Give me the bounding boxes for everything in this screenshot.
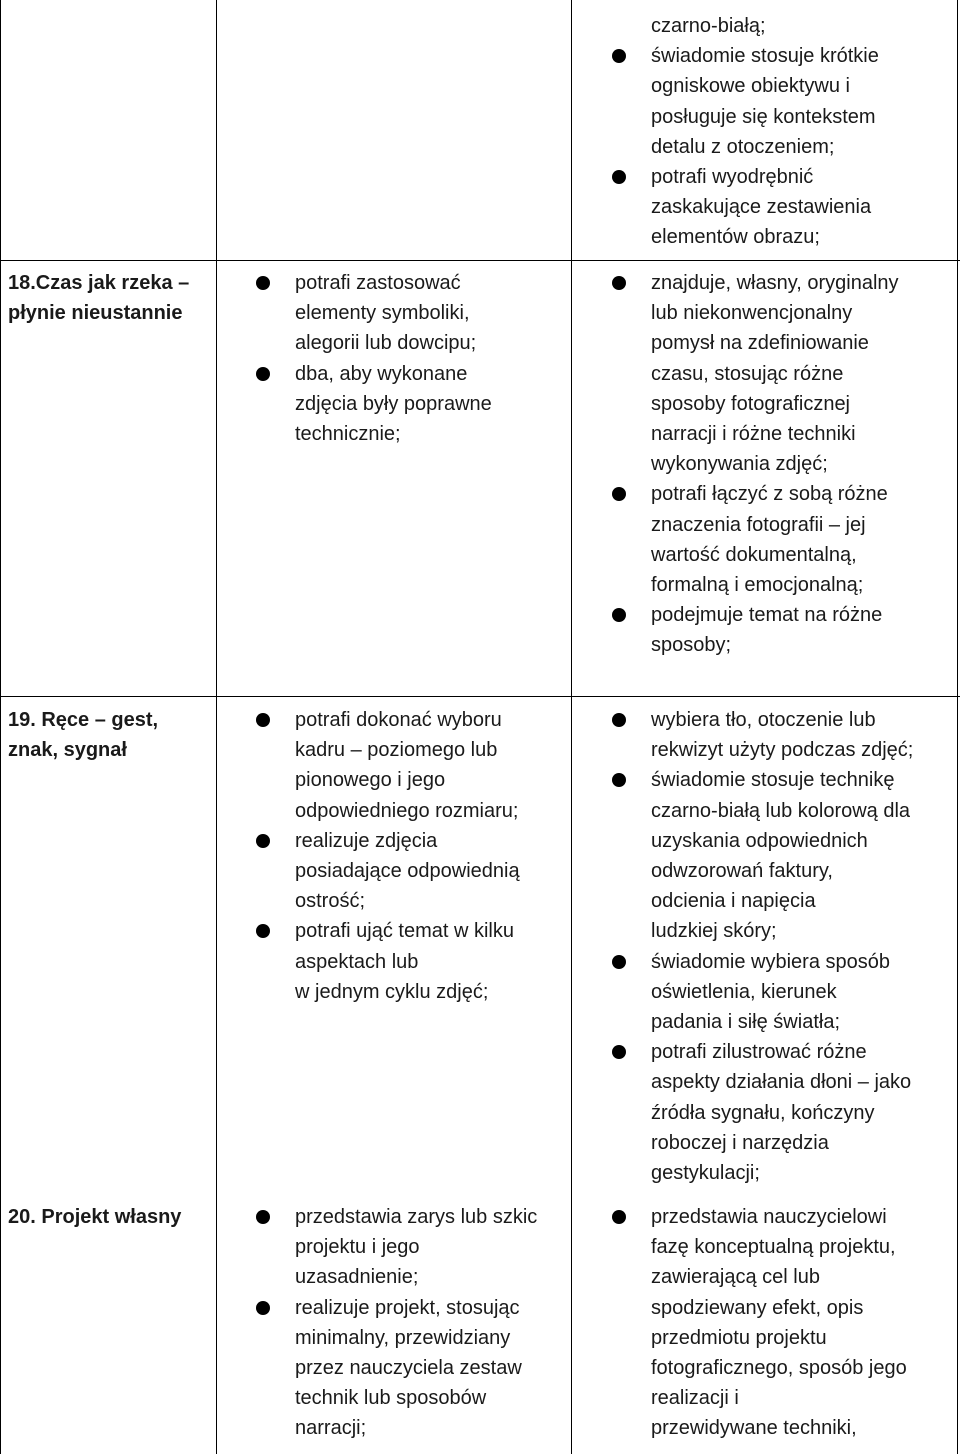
- item-text-line: czarno-białą lub kolorową dla: [651, 799, 911, 822]
- table-border-left: [0, 0, 1, 1454]
- item-text-line: padania i siłę światła;: [651, 1011, 840, 1034]
- item-text-line: minimalny, przewidziany: [295, 1326, 511, 1349]
- item-text-line: potrafi zilustrować różne: [651, 1041, 867, 1064]
- list-item: [651, 600, 899, 660]
- item-text-line: odcienia i napięcia: [651, 890, 816, 913]
- row-divider-19: [0, 696, 960, 697]
- item-text-line: sposoby fotograficznej: [651, 392, 851, 415]
- row-18-basic-cell: [295, 268, 492, 449]
- item-text-line: fotograficznego, sposób jego: [651, 1357, 907, 1380]
- item-text-line: wykonywania zdjęć;: [651, 453, 828, 476]
- item-text-line: zawierającą cel lub: [651, 1266, 820, 1289]
- item-text-line: świadomie stosuje technikę: [651, 769, 895, 792]
- row-20-extended-list: [651, 1202, 907, 1444]
- item-text-line: ostrość;: [295, 890, 366, 913]
- item-text-line: aspektach lub: [295, 950, 419, 973]
- list-item: [651, 41, 879, 162]
- bullet-icon: [612, 1210, 626, 1224]
- list-item: [651, 705, 913, 765]
- list-item: [651, 947, 913, 1038]
- row-title-line: 18.Czas jak rzeka –: [8, 272, 190, 294]
- item-text-line: roboczej i narzędzia: [651, 1131, 829, 1154]
- item-text-line: znaczenia fotografii – jej: [651, 513, 866, 536]
- item-text-line: spodziewany efekt, opis: [651, 1296, 864, 1319]
- item-text-line: elementy symboliki,: [295, 302, 470, 325]
- item-text-line: źródła sygnału, kończyny: [651, 1101, 875, 1124]
- continuation-extended-cell: [651, 11, 879, 253]
- row-20-extended-cell: [651, 1202, 907, 1444]
- item-text-line: lub niekonwencjonalny: [651, 302, 853, 325]
- item-text-line: wartość dokumentalną,: [651, 543, 857, 566]
- item-text-line: świadomie stosuje krótkie: [651, 45, 879, 68]
- item-text-line: ogniskowe obiektywu i: [651, 75, 850, 98]
- list-item: [651, 162, 879, 253]
- list-item: [651, 1037, 913, 1188]
- bullet-icon: [612, 487, 626, 501]
- row-title-18: [8, 268, 206, 328]
- list-item: [295, 1293, 537, 1444]
- bullet-icon: [612, 608, 626, 622]
- bullet-icon: [612, 170, 626, 184]
- item-text-line: gestykulacji;: [651, 1162, 760, 1185]
- row-19-extended-list: [651, 705, 913, 1188]
- item-text-line: pionowego i jego: [295, 769, 446, 792]
- item-text-line: odwzorowań faktury,: [651, 860, 833, 883]
- bullet-icon: [256, 1301, 270, 1315]
- bullet-icon: [256, 367, 270, 381]
- item-text-line: rekwizyt użyty podczas zdjęć;: [651, 739, 914, 762]
- item-text-line: alegorii lub dowcipu;: [295, 332, 477, 355]
- table-divider-col2: [571, 0, 572, 1454]
- row-title-line: znak, sygnał: [8, 739, 127, 762]
- item-text-line: zaskakujące zestawienia: [651, 196, 872, 219]
- item-text-line: posługuje się kontekstem: [651, 105, 876, 128]
- list-item: [295, 705, 520, 826]
- item-text-line: narracji i różne techniki: [651, 423, 856, 446]
- item-text-line: czasu, stosując różne: [651, 362, 844, 385]
- list-item: [651, 479, 899, 600]
- bullet-icon: [612, 773, 626, 787]
- row-title-line: 19. Ręce – gest,: [8, 709, 159, 731]
- bullet-icon: [612, 955, 626, 969]
- bullet-icon: [256, 276, 270, 290]
- row-19-extended-cell: [651, 705, 913, 1188]
- list-item: [651, 1202, 907, 1444]
- list-item: [295, 268, 492, 359]
- item-text-line: realizacji i: [651, 1387, 739, 1410]
- item-text-line: przedstawia zarys lub szkic: [295, 1206, 538, 1228]
- item-text-line: pomysł na zdefiniowanie: [651, 332, 869, 355]
- item-text-line: odpowiedniego rozmiaru;: [295, 799, 519, 822]
- list-item: [295, 916, 520, 1007]
- item-text-line: przedmiotu projektu: [651, 1326, 827, 1349]
- item-text-line: świadomie wybiera sposób: [651, 950, 891, 973]
- list-item: [295, 1202, 537, 1293]
- row-divider-18: [0, 260, 960, 261]
- item-text-line: ludzkiej skóry;: [651, 920, 777, 943]
- row-20-basic-list: [295, 1202, 537, 1444]
- item-text-line: wybiera tło, otoczenie lub: [651, 709, 876, 731]
- row-title-line: 20. Projekt własny: [8, 1206, 182, 1228]
- row-title-19: [8, 705, 206, 765]
- item-text-line: realizuje zdjęcia: [295, 829, 438, 852]
- item-text-line: uzyskania odpowiednich: [651, 829, 868, 852]
- item-text-line: potrafi ująć temat w kilku: [295, 920, 514, 943]
- bullet-icon: [612, 713, 626, 727]
- table-divider-col1: [216, 0, 217, 1454]
- item-text-line: potrafi dokonać wyboru: [295, 709, 502, 731]
- item-text-line: technicznie;: [295, 423, 401, 446]
- item-text-line: fazę konceptualną projektu,: [651, 1236, 896, 1259]
- list-item: [295, 826, 520, 917]
- item-text-line: oświetlenia, kierunek: [651, 980, 837, 1003]
- row-title-line: płynie nieustannie: [8, 302, 183, 325]
- row-18-basic-list: [295, 268, 492, 449]
- item-text-line: zdjęcia były poprawne: [295, 392, 492, 415]
- bullet-icon: [256, 924, 270, 938]
- item-text-line: podejmuje temat na różne: [651, 604, 883, 627]
- continuation-extended-list: [651, 11, 879, 253]
- list-item: [651, 268, 899, 479]
- item-text-line: posiadające odpowiednią: [295, 860, 520, 883]
- item-text-line: detalu z otoczeniem;: [651, 135, 835, 158]
- item-text-line: potrafi łączyć z sobą różne: [651, 483, 888, 506]
- row-19-basic-cell: [295, 705, 520, 1007]
- item-text-line: aspekty działania dłoni – jako: [651, 1071, 912, 1094]
- row-20-basic-cell: [295, 1202, 537, 1444]
- list-item: [651, 765, 913, 946]
- bullet-icon: [612, 276, 626, 290]
- item-text-line: przewidywane techniki,: [651, 1417, 857, 1440]
- item-text-line: sposoby;: [651, 634, 732, 657]
- item-text-line: kadru – poziomego lub: [295, 739, 498, 762]
- item-text-line: znajduje, własny, oryginalny: [651, 272, 899, 294]
- item-text-line: realizuje projekt, stosując: [295, 1296, 520, 1319]
- item-text-line: technik lub sposobów: [295, 1387, 487, 1410]
- item-text-line: potrafi wyodrębnić: [651, 166, 814, 189]
- item-text-line: potrafi zastosować: [295, 272, 461, 294]
- row-18-extended-cell: [651, 268, 899, 661]
- list-item: [295, 359, 492, 450]
- bullet-icon: [256, 713, 270, 727]
- item-text-line: przez nauczyciela zestaw: [295, 1357, 522, 1380]
- item-text-line: elementów obrazu;: [651, 226, 820, 249]
- row-19-basic-list: [295, 705, 520, 1007]
- list-item: [651, 11, 879, 41]
- item-text-line: uzasadnienie;: [295, 1266, 419, 1289]
- table-border-right: [957, 0, 958, 1454]
- row-18-extended-list: [651, 268, 899, 661]
- bullet-icon: [256, 1210, 270, 1224]
- row-title-20: [8, 1202, 206, 1232]
- item-text-line: w jednym cyklu zdjęć;: [295, 980, 489, 1003]
- item-text-line: przedstawia nauczycielowi: [651, 1206, 887, 1228]
- bullet-icon: [256, 834, 270, 848]
- item-text-line: dba, aby wykonane: [295, 362, 468, 385]
- item-text-line: formalną i emocjonalną;: [651, 574, 864, 597]
- bullet-icon: [612, 1045, 626, 1059]
- bullet-icon: [612, 49, 626, 63]
- item-text-line: czarno-białą;: [651, 15, 766, 37]
- item-text-line: narracji;: [295, 1417, 367, 1440]
- item-text-line: projektu i jego: [295, 1236, 420, 1259]
